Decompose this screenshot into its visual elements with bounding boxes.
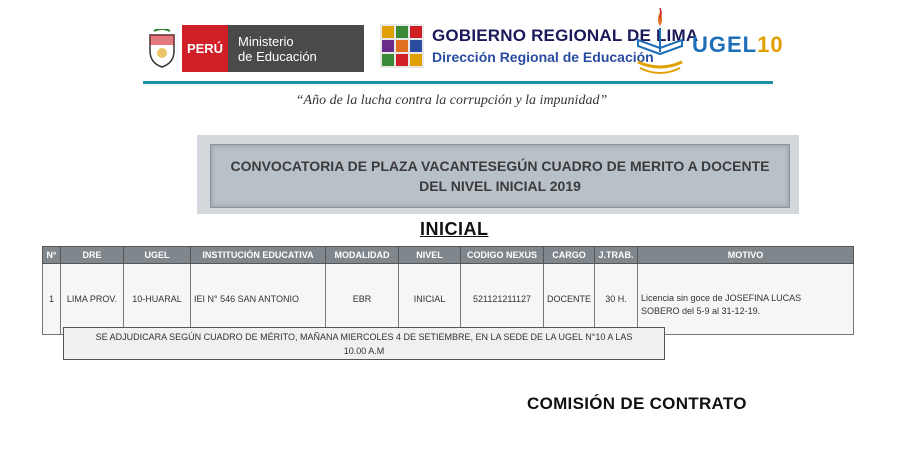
section-title: INICIAL [420, 219, 489, 239]
col-institucion: INSTITUCIÓN EDUCATIVA [191, 247, 326, 264]
cell-jtrab: 30 H. [595, 264, 638, 335]
col-dre: DRE [61, 247, 124, 264]
gore-subtitle: Dirección Regional de Educación [432, 49, 654, 65]
col-cargo: CARGO [544, 247, 595, 264]
gore-title: GOBIERNO REGIONAL DE LIMA [432, 26, 699, 45]
peru-label: PERÚ [182, 25, 228, 72]
cell-nivel: INICIAL [399, 264, 461, 335]
adjudication-notice [63, 327, 665, 360]
notice-line2: 10.00 A.M [343, 346, 385, 356]
cell-dre: LIMA PROV. [61, 264, 124, 335]
signature-comision: COMISIÓN DE CONTRATO [527, 394, 747, 413]
cell-motivo [638, 264, 854, 335]
col-ugel: UGEL [124, 247, 191, 264]
cell-cargo: DOCENTE [544, 264, 595, 335]
table-header-row [43, 247, 854, 264]
table-row [43, 264, 854, 335]
col-jtrab: J.TRAB. [595, 247, 638, 264]
motto: “Año de la lucha contra la corrupción y la impunidad” [295, 93, 608, 108]
ministerio-line2: de Educación [238, 48, 317, 64]
cell-institucion: IEI N° 546 SAN ANTONIO [191, 264, 326, 335]
minedu-logo [142, 25, 364, 72]
col-num: N° [43, 247, 61, 264]
ugel-number: 10 [757, 32, 784, 57]
cell-modalidad: EBR [326, 264, 399, 335]
notice-line1: SE ADJUDICARA SEGÚN CUADRO DE MÉRITO, MAÑANA MIERCOLES 4 DE SETIEMBRE, EN LA SEDE DE LA UGEL N°10 A LAS [95, 332, 633, 342]
col-codigo: CODIGO NEXUS [461, 247, 544, 264]
ugel-title [692, 32, 784, 58]
header-divider [143, 81, 773, 84]
cell-codigo: 521121211127 [461, 264, 544, 335]
motivo-line1: Licencia sin goce de JOSEFINA LUCAS [641, 293, 802, 303]
cell-ugel: 10-HUARAL [124, 264, 191, 335]
banner-line2: DEL NIVEL INICIAL 2019 [419, 178, 581, 194]
col-motivo: MOTIVO [638, 247, 854, 264]
motivo-line2: SOBERO del 5-9 al 31-12-19. [641, 306, 761, 316]
ugel-label: UGEL [692, 32, 758, 57]
cell-num: 1 [43, 264, 61, 335]
ministerio-line1: Ministerio [238, 33, 294, 49]
title-banner [210, 144, 790, 208]
peru-shield-icon [142, 25, 182, 72]
col-nivel: NIVEL [399, 247, 461, 264]
ministerio-text [228, 34, 317, 64]
banner-line1: CONVOCATORIA DE PLAZA VACANTESEGÚN CUADRO DE MERITO A DOCENTE [230, 158, 770, 174]
col-modalidad: MODALIDAD [326, 247, 399, 264]
gore-lima-logo-icon [378, 22, 426, 70]
vacancy-table [42, 246, 854, 335]
